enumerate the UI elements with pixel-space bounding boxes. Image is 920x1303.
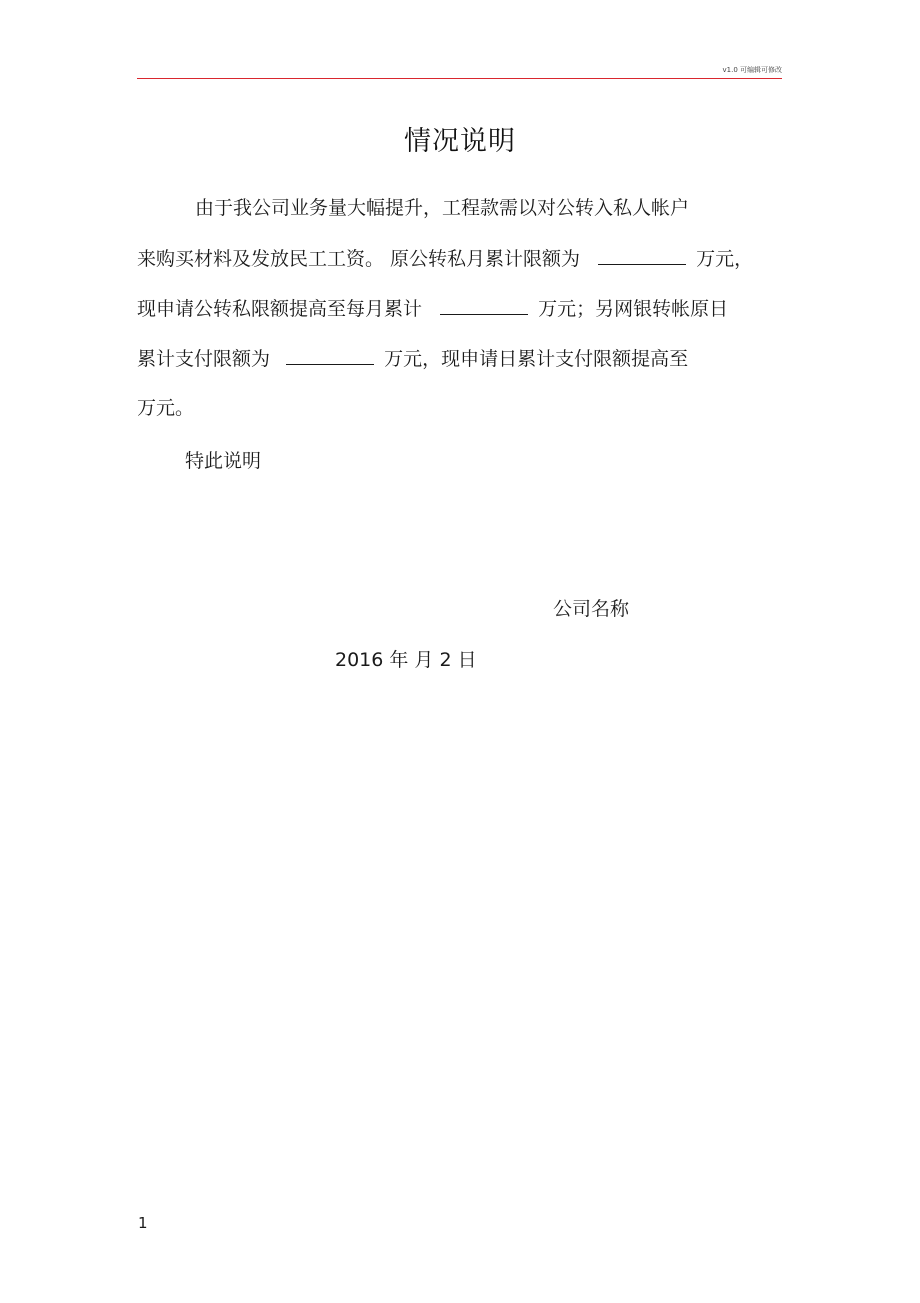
paragraph-line-4-text-a: 累计支付限额为 <box>137 348 271 370</box>
company-name-signature <box>553 595 629 623</box>
document-title: 情况说明 <box>404 126 516 157</box>
paragraph-line-2 <box>137 244 753 273</box>
paragraph-line-1-text: 由于我公司业务量大幅提升，工程款需以对公转入私人帐户 <box>195 197 690 219</box>
paragraph-line-3-text-a: 现申请公转私限额提高至每月累计 <box>137 298 423 320</box>
paragraph-line-3 <box>137 294 728 323</box>
page-number: 1 <box>138 1214 148 1232</box>
paragraph-line-5-text: 万元。 <box>137 397 195 419</box>
paragraph-line-1 <box>195 194 689 222</box>
company-name-text: 公司名称 <box>553 598 630 620</box>
closing-statement <box>185 447 261 475</box>
document-date-text: 2016 年 月 2 日 <box>335 649 477 671</box>
header-version-note: v1.0 可编辑可修改 <box>722 66 782 74</box>
paragraph-line-4-text-b: 万元，现申请日累计支付限额提高至 <box>384 348 689 370</box>
closing-statement-text: 特此说明 <box>185 450 262 472</box>
monthly-limit-new-blank[interactable] <box>440 294 528 315</box>
monthly-limit-original-blank[interactable] <box>598 244 686 265</box>
header-divider <box>137 78 782 79</box>
paragraph-line-2-text-a: 来购买材料及发放民工工资。 原公转私月累计限额为 <box>137 248 581 270</box>
paragraph-line-2-text-b: 万元， <box>696 248 754 270</box>
paragraph-line-5 <box>137 394 194 422</box>
daily-limit-original-blank[interactable] <box>286 344 374 365</box>
paragraph-line-3-text-b: 万元；另网银转帐原日 <box>538 298 729 320</box>
paragraph-line-4 <box>137 344 688 373</box>
document-date <box>335 646 477 674</box>
